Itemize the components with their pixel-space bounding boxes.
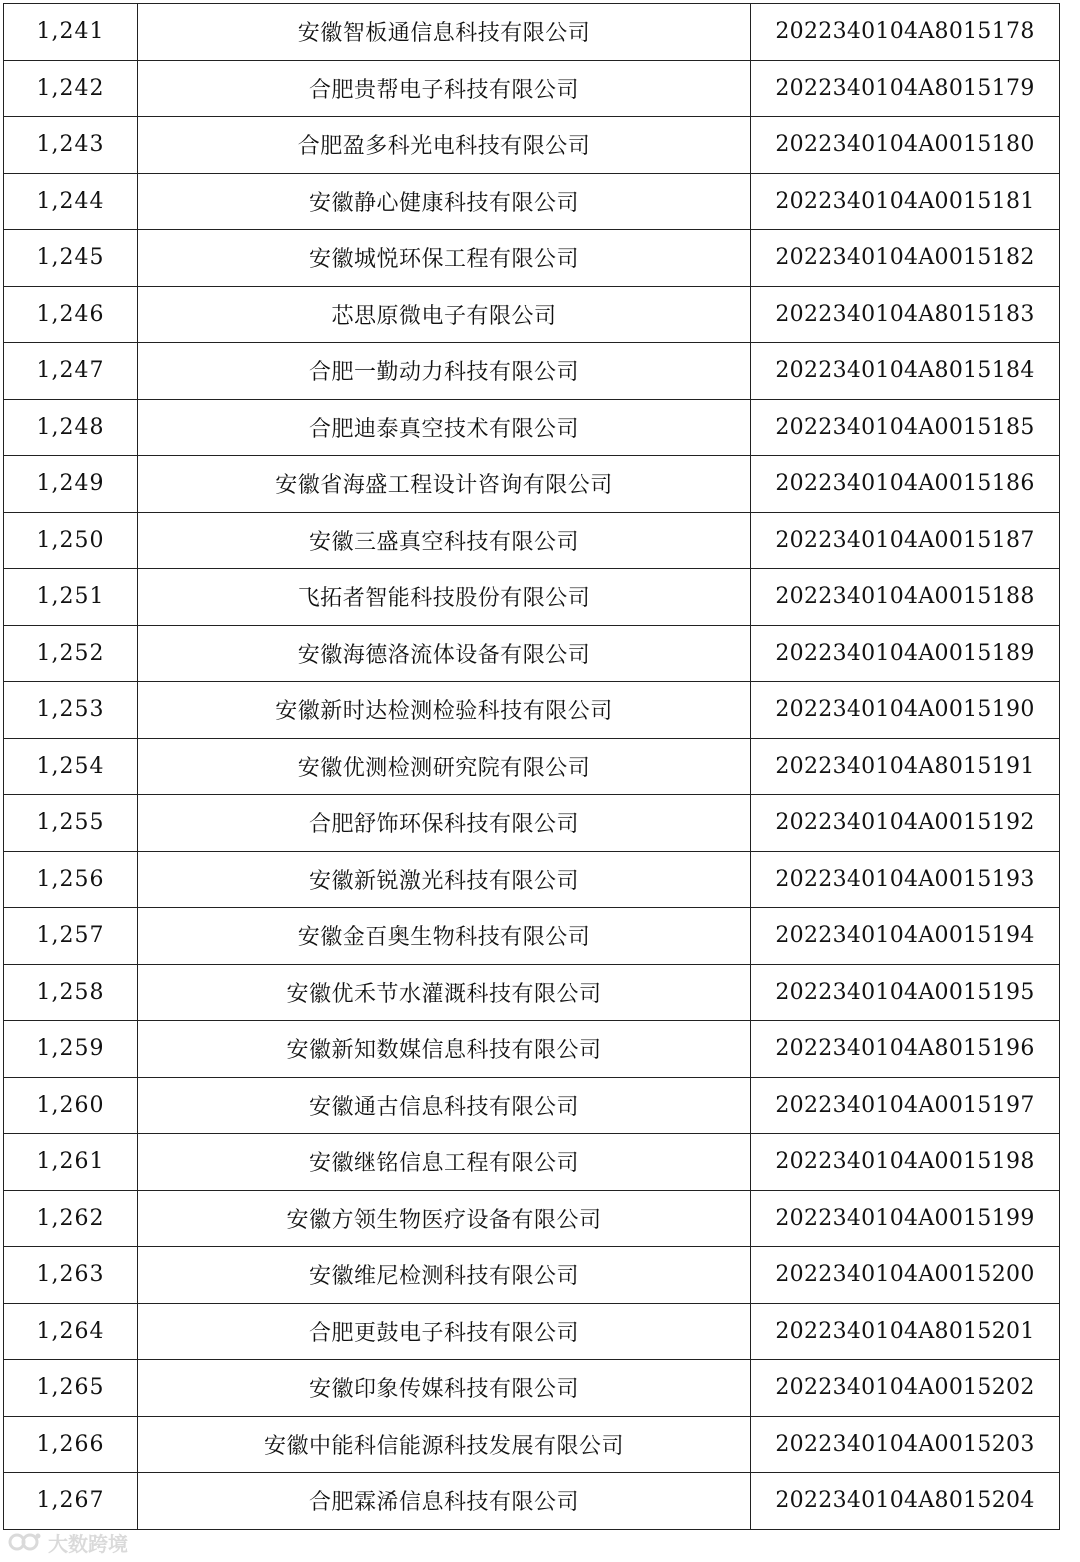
- table-row: [4, 399, 1060, 456]
- row-number-cell: 1,265: [4, 1360, 138, 1417]
- registration-code-cell: 2022340104A8015184: [751, 343, 1060, 400]
- row-number-cell: 1,245: [4, 230, 138, 287]
- row-number-cell: 1,267: [4, 1473, 138, 1530]
- company-name-cell: 安徽新知数媒信息科技有限公司: [138, 1021, 751, 1078]
- company-name-cell: 安徽海德洛流体设备有限公司: [138, 625, 751, 682]
- company-name-cell: 飞拓者智能科技股份有限公司: [138, 569, 751, 626]
- row-number-cell: 1,249: [4, 456, 138, 513]
- registration-code-cell: 2022340104A0015203: [751, 1416, 1060, 1473]
- table-row: [4, 60, 1060, 117]
- row-number-cell: 1,242: [4, 60, 138, 117]
- row-number-cell: 1,250: [4, 512, 138, 569]
- company-name-cell: 合肥迪泰真空技术有限公司: [138, 399, 751, 456]
- company-name-cell: 安徽金百奥生物科技有限公司: [138, 908, 751, 965]
- table-row: [4, 569, 1060, 626]
- table-row: [4, 1134, 1060, 1191]
- registration-code-cell: 2022340104A0015182: [751, 230, 1060, 287]
- table-row: [4, 1473, 1060, 1530]
- row-number-cell: 1,266: [4, 1416, 138, 1473]
- table-row: [4, 1021, 1060, 1078]
- registration-code-cell: 2022340104A0015181: [751, 173, 1060, 230]
- registration-code-cell: 2022340104A8015178: [751, 4, 1060, 61]
- table-row: [4, 682, 1060, 739]
- registration-code-cell: 2022340104A0015192: [751, 795, 1060, 852]
- company-name-cell: 安徽维尼检测科技有限公司: [138, 1247, 751, 1304]
- row-number-cell: 1,258: [4, 964, 138, 1021]
- registration-code-cell: 2022340104A8015179: [751, 60, 1060, 117]
- company-name-cell: 合肥一勤动力科技有限公司: [138, 343, 751, 400]
- row-number-cell: 1,247: [4, 343, 138, 400]
- company-name-cell: 安徽印象传媒科技有限公司: [138, 1360, 751, 1417]
- company-name-cell: 合肥霖浠信息科技有限公司: [138, 1473, 751, 1530]
- table-row: [4, 343, 1060, 400]
- registration-code-cell: 2022340104A8015183: [751, 286, 1060, 343]
- table-row: [4, 4, 1060, 61]
- row-number-cell: 1,264: [4, 1303, 138, 1360]
- row-number-cell: 1,248: [4, 399, 138, 456]
- row-number-cell: 1,241: [4, 4, 138, 61]
- row-number-cell: 1,253: [4, 682, 138, 739]
- row-number-cell: 1,246: [4, 286, 138, 343]
- company-registry-table: [3, 3, 1060, 1530]
- company-name-cell: 安徽新锐激光科技有限公司: [138, 851, 751, 908]
- watermark-text: 大数跨境: [48, 1531, 128, 1556]
- row-number-cell: 1,244: [4, 173, 138, 230]
- table-row: [4, 851, 1060, 908]
- table-row: [4, 1416, 1060, 1473]
- registration-code-cell: 2022340104A0015200: [751, 1247, 1060, 1304]
- company-name-cell: 合肥盈多科光电科技有限公司: [138, 117, 751, 174]
- registration-code-cell: 2022340104A8015204: [751, 1473, 1060, 1530]
- registration-code-cell: 2022340104A0015197: [751, 1077, 1060, 1134]
- company-name-cell: 安徽三盛真空科技有限公司: [138, 512, 751, 569]
- row-number-cell: 1,243: [4, 117, 138, 174]
- table-row: [4, 1077, 1060, 1134]
- row-number-cell: 1,257: [4, 908, 138, 965]
- registration-code-cell: 2022340104A0015193: [751, 851, 1060, 908]
- company-name-cell: 合肥贵帮电子科技有限公司: [138, 60, 751, 117]
- table-row: [4, 1303, 1060, 1360]
- company-name-cell: 安徽中能科信能源科技发展有限公司: [138, 1416, 751, 1473]
- registration-code-cell: 2022340104A0015180: [751, 117, 1060, 174]
- registration-code-cell: 2022340104A0015188: [751, 569, 1060, 626]
- registration-code-cell: 2022340104A0015195: [751, 964, 1060, 1021]
- company-name-cell: 芯思原微电子有限公司: [138, 286, 751, 343]
- row-number-cell: 1,262: [4, 1190, 138, 1247]
- registration-code-cell: 2022340104A0015186: [751, 456, 1060, 513]
- table-row: [4, 456, 1060, 513]
- row-number-cell: 1,263: [4, 1247, 138, 1304]
- registration-code-cell: 2022340104A0015198: [751, 1134, 1060, 1191]
- company-name-cell: 安徽省海盛工程设计咨询有限公司: [138, 456, 751, 513]
- row-number-cell: 1,255: [4, 795, 138, 852]
- table-row: [4, 738, 1060, 795]
- company-name-cell: 安徽静心健康科技有限公司: [138, 173, 751, 230]
- table-row: [4, 1247, 1060, 1304]
- registration-code-cell: 2022340104A0015190: [751, 682, 1060, 739]
- company-name-cell: 安徽继铭信息工程有限公司: [138, 1134, 751, 1191]
- table-body: [4, 4, 1060, 1530]
- row-number-cell: 1,254: [4, 738, 138, 795]
- company-name-cell: 安徽优测检测研究院有限公司: [138, 738, 751, 795]
- registration-code-cell: 2022340104A0015194: [751, 908, 1060, 965]
- company-name-cell: 安徽新时达检测检验科技有限公司: [138, 682, 751, 739]
- company-name-cell: 安徽优禾节水灌溉科技有限公司: [138, 964, 751, 1021]
- table-row: [4, 173, 1060, 230]
- registration-code-cell: 2022340104A8015201: [751, 1303, 1060, 1360]
- table-row: [4, 1190, 1060, 1247]
- registration-code-cell: 2022340104A8015191: [751, 738, 1060, 795]
- table-row: [4, 230, 1060, 287]
- row-number-cell: 1,261: [4, 1134, 138, 1191]
- watermark: [8, 1528, 128, 1556]
- row-number-cell: 1,252: [4, 625, 138, 682]
- row-number-cell: 1,259: [4, 1021, 138, 1078]
- table-row: [4, 964, 1060, 1021]
- company-name-cell: 合肥舒饰环保科技有限公司: [138, 795, 751, 852]
- company-name-cell: 安徽方领生物医疗设备有限公司: [138, 1190, 751, 1247]
- row-number-cell: 1,251: [4, 569, 138, 626]
- company-name-cell: 安徽智板通信息科技有限公司: [138, 4, 751, 61]
- table-row: [4, 512, 1060, 569]
- registration-code-cell: 2022340104A0015202: [751, 1360, 1060, 1417]
- table-row: [4, 117, 1060, 174]
- registration-code-cell: 2022340104A8015196: [751, 1021, 1060, 1078]
- table-row: [4, 625, 1060, 682]
- table-row: [4, 908, 1060, 965]
- table-row: [4, 286, 1060, 343]
- registration-code-cell: 2022340104A0015189: [751, 625, 1060, 682]
- table-row: [4, 1360, 1060, 1417]
- company-name-cell: 合肥更鼓电子科技有限公司: [138, 1303, 751, 1360]
- company-name-cell: 安徽通古信息科技有限公司: [138, 1077, 751, 1134]
- row-number-cell: 1,260: [4, 1077, 138, 1134]
- registration-code-cell: 2022340104A0015199: [751, 1190, 1060, 1247]
- row-number-cell: 1,256: [4, 851, 138, 908]
- company-name-cell: 安徽城悦环保工程有限公司: [138, 230, 751, 287]
- table-row: [4, 795, 1060, 852]
- registration-code-cell: 2022340104A0015187: [751, 512, 1060, 569]
- brand-logo-icon: [8, 1530, 42, 1554]
- registration-code-cell: 2022340104A0015185: [751, 399, 1060, 456]
